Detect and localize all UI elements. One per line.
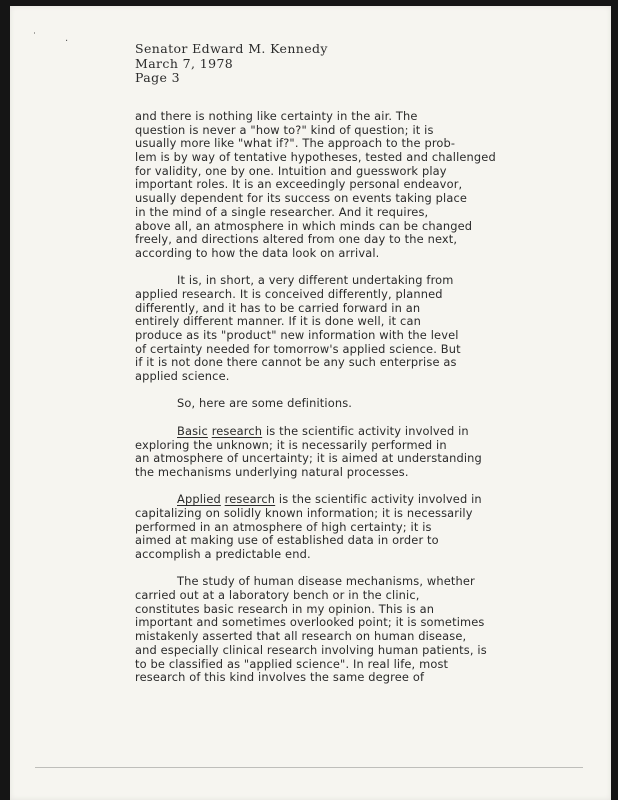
text-line: produce as its "product" new information with the level	[135, 328, 459, 342]
text-line: capitalizing on solidly known information; it is necessarily	[135, 505, 473, 520]
text-line: an atmosphere of uncertainty; it is aimed at understanding	[135, 451, 482, 466]
paragraph	[135, 575, 555, 685]
text-line: usually more like "what if?". The approach to the prob-	[135, 136, 456, 151]
text-line: research of this kind involves the same degree of	[135, 670, 425, 685]
term-underlined: Basic	[177, 423, 208, 438]
text-line: if it is not done there cannot be any such enterprise as	[135, 355, 457, 370]
term-underlined: research	[224, 492, 276, 507]
text-line: differently, and it has to be carried forward in an	[135, 300, 421, 315]
text-line: for validity, one by one. Intuition and guesswork play	[135, 163, 447, 178]
letter-header	[135, 42, 328, 86]
paragraph	[135, 397, 555, 411]
text-line: above all, an atmosphere in which minds can be changed	[135, 218, 473, 233]
text-line: important and sometimes overlooked point; it is sometimes	[135, 615, 485, 630]
text-line: in the mind of a single researcher. And it requires,	[135, 204, 429, 219]
letter-body	[135, 110, 555, 699]
page-number: Page 3	[135, 70, 181, 85]
text-line	[135, 425, 555, 439]
paragraph	[135, 110, 555, 261]
paragraph	[135, 274, 555, 384]
text-line: applied science.	[135, 369, 230, 384]
text-line: question is never a "how to?" kind of question; it is	[135, 122, 434, 137]
text-line: usually dependent for its success on events taking place	[135, 191, 468, 206]
text-line: to be classified as "applied science". In real life, most	[135, 656, 449, 671]
text-line: according to how the data look on arrival.	[135, 245, 380, 260]
text-line: of certainty needed for tomorrow's applied science. But	[135, 341, 461, 356]
text-line: applied research. It is conceived differently, planned	[135, 286, 443, 301]
definition-applied-research	[135, 493, 555, 561]
recipient-name: Senator Edward M. Kennedy	[135, 41, 328, 56]
text-line: and especially clinical research involving human patients, is	[135, 642, 487, 657]
scan-speck-2: ‧	[65, 36, 69, 47]
term-underlined: Applied	[177, 492, 221, 507]
text-line: performed in an atmosphere of high certainty; it is	[135, 519, 432, 534]
text-line: and there is nothing like certainty in the air. The	[135, 109, 418, 123]
letter-date: March 7, 1978	[135, 55, 234, 71]
text-line	[135, 493, 555, 507]
scan-edge-line	[35, 767, 583, 768]
text-line: lem is by way of tentative hypotheses, tested and challenged	[135, 150, 496, 165]
text-line: mistakenly asserted that all research on human disease,	[135, 629, 467, 644]
term-underlined: research	[211, 423, 263, 438]
text-line: constitutes basic research in my opinion. This is an	[135, 601, 435, 616]
text-line: freely, and directions altered from one day to the next,	[135, 232, 458, 247]
definition-text: is the scientific activity involved in	[275, 492, 482, 507]
text-line: carried out at a laboratory bench or in the clinic,	[135, 588, 420, 603]
definition-text: is the scientific activity involved in	[262, 423, 469, 438]
text-line: the mechanisms underlying natural processes.	[135, 464, 409, 479]
text-line: exploring the unknown; it is necessarily performed in	[135, 437, 447, 452]
text-line: entirely different manner. If it is done well, it can	[135, 314, 421, 329]
text-line: accomplish a predictable end.	[135, 547, 311, 561]
text-line: important roles. It is an exceedingly personal endeavor,	[135, 177, 463, 192]
definition-basic-research	[135, 425, 555, 480]
text-line: It is, in short, a very different undertaking from	[177, 273, 454, 288]
scan-speck-1: ˙	[32, 32, 37, 43]
text-line: The study of human disease mechanisms, whether	[177, 574, 475, 589]
text-line: So, here are some definitions.	[177, 396, 353, 411]
text-line: aimed at making use of established data in order to	[135, 533, 439, 548]
